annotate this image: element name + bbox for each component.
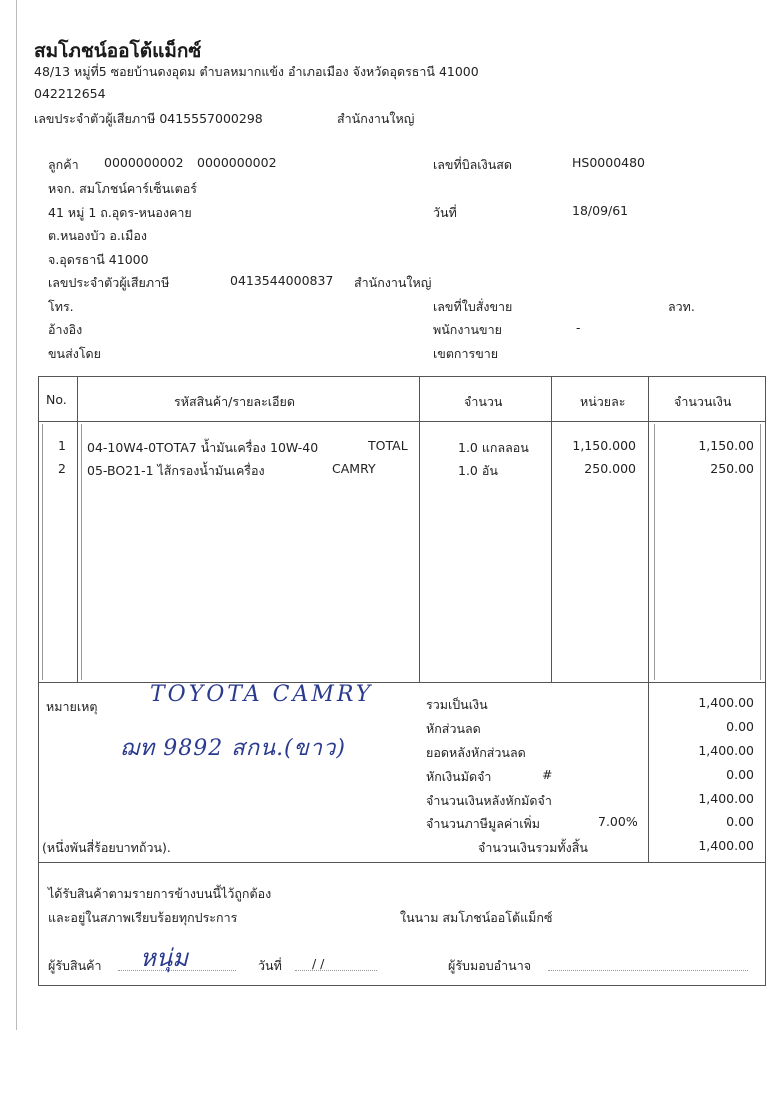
table-header-divider bbox=[38, 421, 765, 422]
reference-label: อ้างอิง bbox=[48, 322, 83, 337]
header-description: รหัสสินค้า/รายละเอียด bbox=[174, 394, 296, 409]
customer-branch: สำนักงานใหญ่ bbox=[354, 275, 432, 290]
deposit-mark: # bbox=[542, 767, 553, 782]
salesperson-value: - bbox=[576, 320, 581, 335]
discount-value: 0.00 bbox=[726, 719, 754, 734]
row-2-code: 05-BO21-1 ไส้กรองน้ำมันเครื่อง bbox=[87, 463, 265, 478]
receive-date-value: / / bbox=[312, 956, 325, 971]
table-bottom-divider bbox=[38, 682, 765, 683]
notes-label: หมายเหตุ bbox=[46, 699, 98, 714]
company-address: 48/13 หมู่ที่5 ซอยบ้านดงอุดม ตำบลหมากแข้ง อำเภอเมือง จังหวัดอุดรธานี 41000 bbox=[34, 64, 479, 79]
col-divider-qty bbox=[551, 376, 552, 682]
header-amount: จำนวนเงิน bbox=[674, 394, 732, 409]
inner-line-no bbox=[81, 424, 82, 680]
row-1-code: 04-10W4-0TOTA7 น้ำมันเครื่อง 10W-40 bbox=[87, 440, 319, 455]
company-name: สมโภชน์ออโต้แม็กซ์ bbox=[34, 40, 202, 62]
handwritten-note-1: TOYOTA CAMRY bbox=[150, 682, 374, 707]
row-1-brand: TOTAL bbox=[368, 438, 408, 453]
row-2-brand: CAMRY bbox=[332, 461, 376, 476]
totals-bottom-divider bbox=[38, 862, 765, 863]
row-1-unit-price: 1,150.000 bbox=[572, 438, 636, 453]
row-2-amount: 250.00 bbox=[710, 461, 754, 476]
vat-label: จำนวนภาษีมูลค่าเพิ่ม bbox=[426, 816, 540, 831]
after-discount-label: ยอดหลังหักส่วนลด bbox=[426, 745, 526, 760]
customer-tax-id: 0413544000837 bbox=[230, 273, 334, 288]
after-discount-value: 1,400.00 bbox=[698, 743, 754, 758]
authorized-label: ผู้รับมอบอำนาจ bbox=[448, 958, 532, 973]
discount-label: หักส่วนลด bbox=[426, 721, 481, 736]
col-divider-desc bbox=[419, 376, 420, 682]
customer-address-2: ต.หนองบัว อ.เมือง bbox=[48, 228, 148, 243]
customer-label: ลูกค้า bbox=[48, 157, 79, 172]
customer-code-1: 0000000002 bbox=[104, 155, 184, 170]
sales-order-label: เลขที่ใบสั่งขาย bbox=[433, 299, 513, 314]
receipt-statement-1: ได้รับสินค้าตามรายการข้างบนนี้ไว้ถูกต้อง bbox=[48, 886, 272, 901]
customer-tax-label: เลขประจำตัวผู้เสียภาษี bbox=[48, 275, 170, 290]
shipping-label: ขนส่งโดย bbox=[48, 346, 101, 361]
salesperson-label: พนักงานขาย bbox=[433, 322, 502, 337]
bill-date: 18/09/61 bbox=[572, 203, 629, 218]
authorized-signature-line bbox=[548, 970, 748, 971]
page-edge bbox=[16, 0, 17, 1030]
row-2-qty: 1.0 อัน bbox=[458, 463, 498, 478]
col-divider-unit bbox=[648, 376, 649, 862]
after-deposit-label: จำนวนเงินหลังหักมัดจำ bbox=[426, 793, 552, 808]
customer-address-1: 41 หมู่ 1 ถ.อุดร-หนองคาย bbox=[48, 205, 192, 220]
row-2-unit-price: 250.000 bbox=[584, 461, 636, 476]
vat-rate: 7.00% bbox=[598, 814, 638, 829]
row-2-no: 2 bbox=[58, 461, 66, 476]
inner-line-left bbox=[42, 424, 43, 680]
sales-order-value: ลวท. bbox=[668, 299, 695, 314]
after-deposit-value: 1,400.00 bbox=[698, 791, 754, 806]
header-quantity: จำนวน bbox=[464, 394, 503, 409]
col-divider-no bbox=[77, 376, 78, 682]
receive-date-label: วันที่ bbox=[258, 958, 282, 973]
row-1-amount: 1,150.00 bbox=[698, 438, 754, 453]
receiver-label: ผู้รับสินค้า bbox=[48, 958, 102, 973]
deposit-value: 0.00 bbox=[726, 767, 754, 782]
bill-number: HS0000480 bbox=[572, 155, 646, 170]
on-behalf-of: ในนาม สมโภชน์ออโต้แม็กซ์ bbox=[400, 910, 553, 925]
receive-date-line bbox=[295, 970, 377, 971]
vat-value: 0.00 bbox=[726, 814, 754, 829]
bill-number-label: เลขที่บิลเงินสด bbox=[433, 157, 512, 172]
grand-total-label: จำนวนเงินรวมทั้งสิ้น bbox=[478, 840, 588, 855]
company-phone: 042212654 bbox=[34, 86, 106, 101]
row-1-qty: 1.0 แกลลอน bbox=[458, 440, 529, 455]
subtotal-value: 1,400.00 bbox=[698, 695, 754, 710]
deposit-label: หักเงินมัดจำ bbox=[426, 769, 492, 784]
receiver-signature: หนุ่ม bbox=[140, 944, 189, 972]
customer-name: หจก. สมโภชน์คาร์เซ็นเตอร์ bbox=[48, 181, 197, 196]
header-no: No. bbox=[46, 392, 67, 407]
inner-line-right bbox=[760, 424, 761, 680]
inner-line-amount bbox=[654, 424, 655, 680]
subtotal-label: รวมเป็นเงิน bbox=[426, 697, 488, 712]
amount-in-words: (หนึ่งพันสี่ร้อยบาทถ้วน). bbox=[42, 840, 171, 855]
row-1-no: 1 bbox=[58, 438, 66, 453]
date-label: วันที่ bbox=[433, 205, 457, 220]
company-tax-id: เลขประจำตัวผู้เสียภาษี 0415557000298 bbox=[34, 111, 263, 126]
handwritten-note-2: ฌท 9892 สกน.(ขาว) bbox=[120, 736, 346, 761]
customer-code-2: 0000000002 bbox=[197, 155, 277, 170]
grand-total-value: 1,400.00 bbox=[698, 838, 754, 853]
header-unit-price: หน่วยละ bbox=[580, 394, 626, 409]
company-branch: สำนักงานใหญ่ bbox=[337, 111, 415, 126]
receipt-statement-2: และอยู่ในสภาพเรียบร้อยทุกประการ bbox=[48, 910, 238, 925]
customer-address-3: จ.อุดรธานี 41000 bbox=[48, 252, 149, 267]
sales-area-label: เขตการขาย bbox=[433, 346, 499, 361]
customer-phone-label: โทร. bbox=[48, 299, 74, 314]
